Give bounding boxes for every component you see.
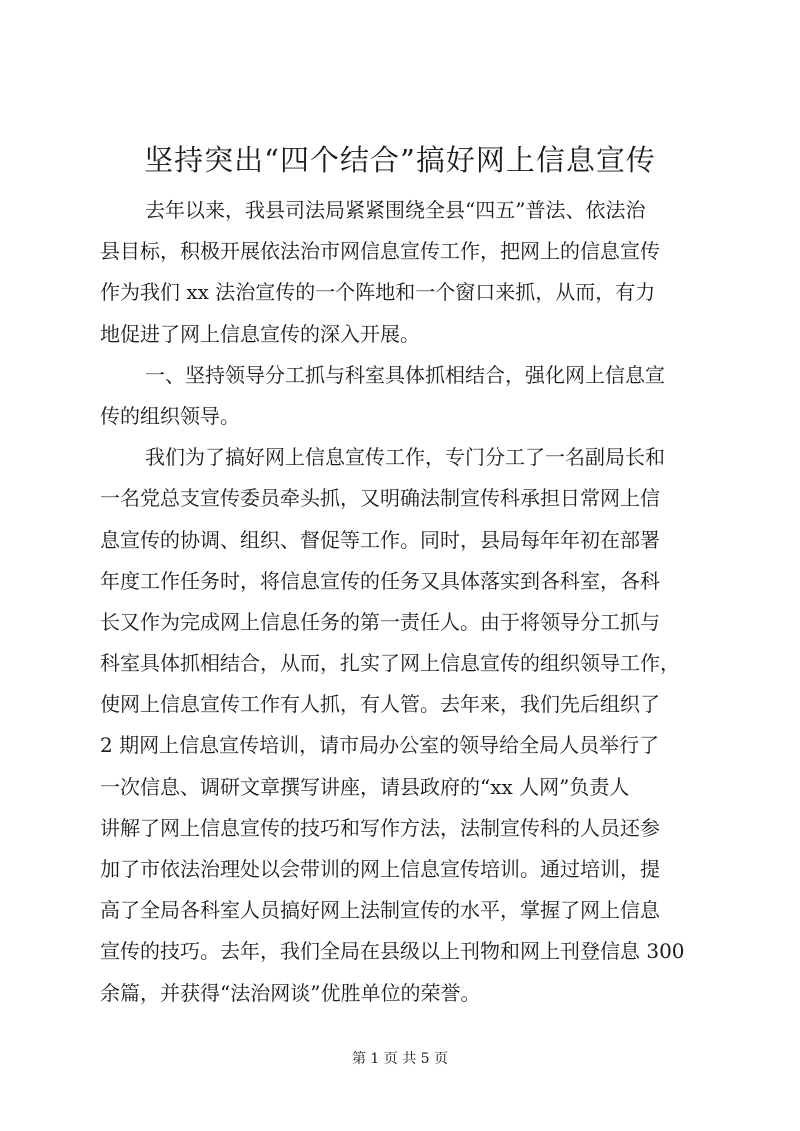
paragraph-line: 一名党总支宣传委员牵头抓，又明确法制宣传科承担日常网上信 (100, 486, 660, 511)
page-number-footer: 第 1 页 共 5 页 (351, 1051, 449, 1067)
paragraph-line: 宣传的技巧。去年，我们全局在县级以上刊物和网上刊登信息 300 (100, 939, 685, 964)
paragraph-line: 我们为了搞好网上信息宣传工作，专门分工了一名副局长和 (145, 445, 665, 470)
paragraph-line: 余篇，并获得“法治网谈”优胜单位的荣誉。 (100, 980, 481, 1005)
paragraph-line: 年度工作任务时，将信息宣传的任务又具体落实到各科室，各科 (100, 568, 660, 593)
paragraph-line: 一次信息、调研文章撰写讲座，请县政府的“xx 人网”负责人 (100, 774, 630, 799)
paragraph-line: 息宣传的协调、组织、督促等工作。同时，县局每年年初在部署 (100, 527, 660, 552)
paragraph-line: 地促进了网上信息宣传的深入开展。 (100, 321, 420, 346)
paragraph-line: 2 期网上信息宣传培训，请市局办公室的领导给全局人员举行了 (100, 733, 660, 758)
section-heading-line: 一、坚持领导分工抓与科室具体抓相结合，强化网上信息宣 (145, 362, 665, 387)
paragraph-line: 高了全局各科室人员搞好网上法制宣传的水平，掌握了网上信息 (100, 898, 660, 923)
document-body (100, 190, 700, 1014)
paragraph-line: 使网上信息宣传工作有人抓，有人管。去年来，我们先后组织了 (100, 692, 660, 717)
paragraph-line: 作为我们 xx 法治宣传的一个阵地和一个窗口来抓，从而，有力 (100, 280, 656, 305)
document-title: 坚持突出“四个结合”搞好网上信息宣传 (144, 143, 656, 177)
section-heading-line: 传的组织领导。 (100, 403, 240, 428)
paragraph-line: 去年以来，我县司法局紧紧围绕全县“四五”普法、依法治 (145, 198, 646, 222)
paragraph-line: 讲解了网上信息宣传的技巧和写作方法，法制宣传科的人员还参 (100, 815, 660, 840)
paragraph-line: 科室具体抓相结合，从而，扎实了网上信息宣传的组织领导工作， (100, 651, 680, 676)
paragraph-line: 县目标，积极开展依法治市网信息宣传工作，把网上的信息宣传 (100, 239, 660, 264)
paragraph-line: 长又作为完成网上信息任务的第一责任人。由于将领导分工抓与 (100, 609, 660, 634)
paragraph-line: 加了市依法治理处以会带训的网上信息宣传培训。通过培训，提 (100, 857, 660, 881)
